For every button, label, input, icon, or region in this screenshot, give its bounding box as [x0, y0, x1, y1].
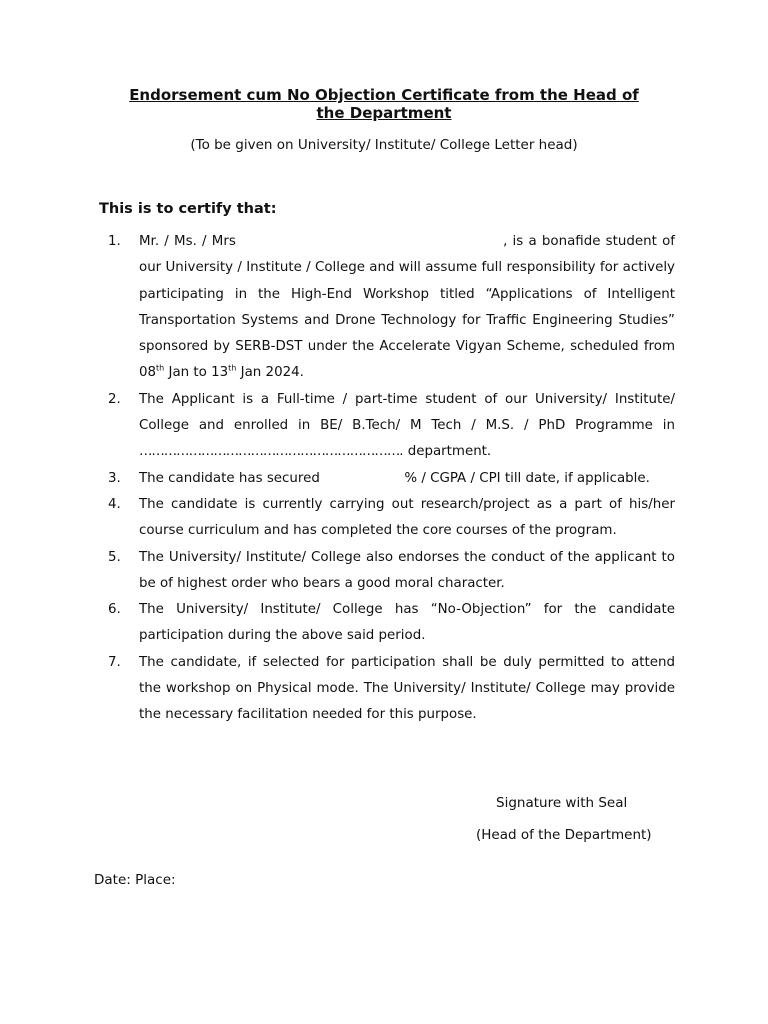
- document-title: Endorsement cum No Objection Certificate from the Head of the Department: [129, 86, 639, 122]
- list-item: [108, 650, 675, 729]
- item-text: The University/ Institute/ College has “No-Objection” for the candidate participation during the above said period.: [139, 602, 675, 644]
- item-number: 1.: [108, 234, 121, 249]
- list-item: [108, 387, 675, 466]
- designation-label: (Head of the Department): [476, 827, 652, 843]
- date-place-label: Date: Place:: [94, 872, 176, 888]
- item-number: 3.: [108, 470, 121, 486]
- item-number: 5.: [108, 549, 121, 565]
- item-number: 6.: [108, 602, 121, 618]
- certification-list: [108, 229, 675, 729]
- item-number: 4.: [108, 496, 121, 512]
- list-item: [108, 229, 675, 387]
- certify-intro: This is to certify that:: [99, 201, 277, 217]
- list-item: [108, 466, 675, 492]
- item-text: Mr. / Ms. / Mrs: [139, 234, 236, 249]
- superscript: th: [228, 364, 237, 374]
- signature-label: Signature with Seal: [496, 795, 628, 811]
- item-text: . department.: [399, 444, 492, 460]
- list-item: [108, 492, 675, 545]
- item-number: 7.: [108, 654, 121, 670]
- item-text: The Applicant is a Full-time / part-time student of our University/ Institute/ College and enrolled in BE/ B.Tech/ M Tech / M.S. / PhD Programme in: [139, 391, 675, 434]
- superscript: th: [156, 364, 165, 374]
- item-text: The candidate is currently carrying out research/project as a part of his/her course curriculum and has completed the core courses of the program.: [139, 496, 675, 539]
- item-text: Jan to 13: [164, 365, 229, 381]
- item-text: The candidate, if selected for participation shall be duly permitted to attend the workshop on Physical mode. The University/ Institute/ College may provide the necessary facilitation needed for this purpose.: [139, 654, 675, 723]
- item-text: The University/ Institute/ College also endorses the conduct of the applicant to be of highest order who bears a good moral character.: [139, 549, 675, 591]
- document-subtitle: (To be given on University/ Institute/ College Letter head): [190, 137, 578, 153]
- item-text: , is a bonafide student of our University / Institute / College and will assume full responsibility for actively participating in the High-End Workshop titled “Applications of Intelligent Transportation Systems and Drone Technology for Traffic Engineering Studies” sponsored by SERB-DST under the Accelerate Vigyan Scheme, scheduled from 08: [139, 234, 675, 381]
- item-number: 2.: [108, 391, 121, 407]
- item-text: The candidate has secured: [139, 470, 320, 486]
- list-item: [108, 597, 675, 650]
- department-blank: ………………………………………………………: [139, 444, 400, 460]
- item-text: Jan 2024.: [236, 365, 304, 381]
- list-item: [108, 545, 675, 598]
- item-text: % / CGPA / CPI till date, if applicable.: [404, 470, 650, 486]
